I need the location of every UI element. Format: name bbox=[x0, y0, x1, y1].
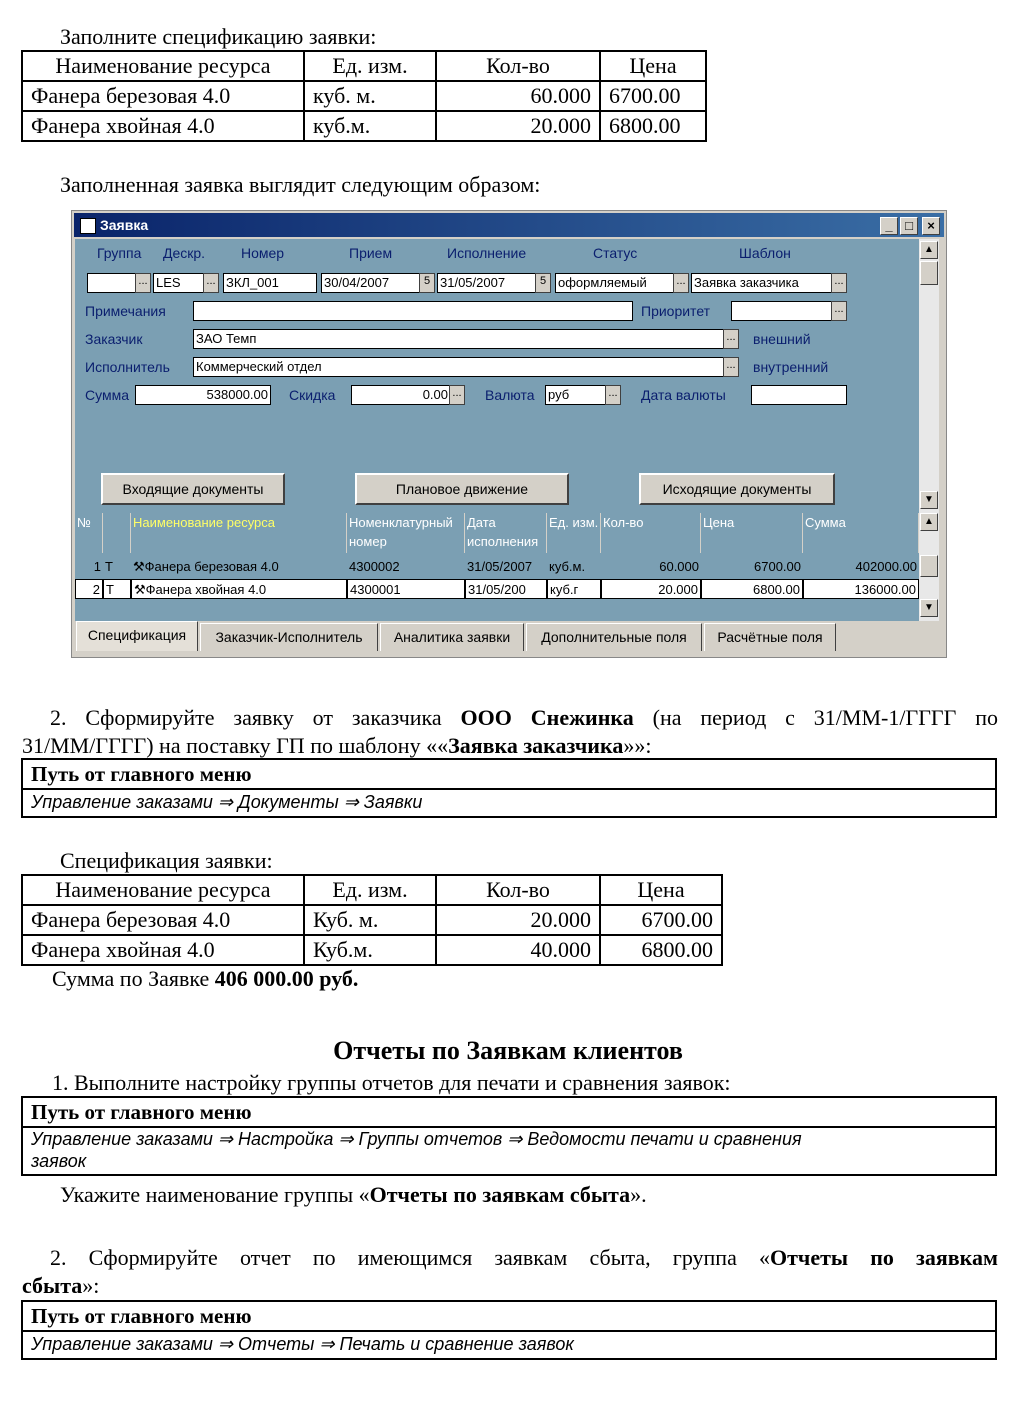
scroll-up-icon[interactable]: ▲ bbox=[920, 241, 938, 259]
step2-number: 2. bbox=[50, 705, 67, 730]
currency-field[interactable]: руб bbox=[545, 385, 607, 405]
row-date: 31/05/2007 bbox=[467, 559, 533, 574]
cell-price: 6800.00 bbox=[600, 935, 722, 965]
filled-caption: Заполненная заявка выглядит следующим образом: bbox=[60, 172, 541, 197]
tools-icon: ⚒ bbox=[133, 559, 145, 574]
label-priority: Приоритет bbox=[641, 303, 711, 319]
currency-date-field[interactable] bbox=[751, 385, 847, 405]
row-type: Т bbox=[105, 559, 113, 574]
customer-field[interactable]: ЗАО Темп bbox=[193, 329, 739, 349]
spec-table-2 bbox=[21, 874, 723, 966]
close-icon[interactable]: × bbox=[922, 217, 940, 235]
scroll-thumb[interactable] bbox=[920, 261, 938, 285]
row-qty[interactable]: 20.000 bbox=[601, 579, 701, 599]
grid-header-sum[interactable]: Сумма bbox=[803, 513, 919, 553]
maximize-icon[interactable]: □ bbox=[900, 217, 918, 235]
row-name: ⚒Фанера березовая 4.0 bbox=[133, 559, 279, 574]
header-unit: Ед. изм. bbox=[304, 51, 436, 81]
cell-unit: куб. м. bbox=[304, 81, 436, 111]
status-picker-button[interactable]: ... bbox=[673, 273, 689, 293]
planned-movement-button[interactable]: Плановое движение bbox=[355, 473, 569, 505]
internal-label: внутренний bbox=[753, 359, 829, 375]
grid-header-no: № bbox=[75, 513, 103, 553]
grid-scrollbar[interactable] bbox=[919, 511, 939, 621]
request-window bbox=[71, 210, 947, 658]
receipt-calendar-button[interactable]: 5 bbox=[419, 273, 435, 293]
row-type[interactable]: Т bbox=[103, 579, 131, 599]
cell-price: 6800.00 bbox=[600, 111, 706, 141]
step2-text-b: (на период с 31/ММ-1/ГГГГ по bbox=[633, 705, 999, 730]
grid-header-nomen[interactable]: Номенклатурный номер bbox=[347, 513, 465, 553]
tab-analytics[interactable]: Аналитика заявки bbox=[380, 623, 524, 651]
cell-price: 6700.00 bbox=[600, 81, 706, 111]
row-sum[interactable]: 136000.00 bbox=[803, 579, 919, 599]
cell-name: Фанера хвойная 4.0 bbox=[22, 111, 304, 141]
header-price: Цена bbox=[600, 51, 706, 81]
receipt-date-field[interactable]: 30/04/2007 bbox=[321, 273, 435, 293]
executor-field[interactable]: Коммерческий отдел bbox=[193, 357, 739, 377]
cell-name: Фанера хвойная 4.0 bbox=[22, 935, 304, 965]
path-text: Управление заказами ⇒ Документы ⇒ Заявки bbox=[31, 792, 423, 812]
execution-date-field[interactable]: 31/05/2007 bbox=[437, 273, 551, 293]
currency-picker-button[interactable]: ... bbox=[605, 385, 621, 405]
label-executor: Исполнитель bbox=[85, 359, 170, 375]
label-execution: Исполнение bbox=[447, 245, 527, 261]
total-value: 406 000.00 руб. bbox=[214, 966, 359, 991]
label-descr: Дескр. bbox=[163, 245, 206, 261]
group-picker-button[interactable]: ... bbox=[135, 273, 151, 293]
executor-picker-button[interactable]: ... bbox=[723, 357, 739, 377]
form-scrollbar[interactable] bbox=[919, 239, 939, 511]
grid-header-unit[interactable]: Ед. изм. bbox=[547, 513, 601, 553]
table-row bbox=[22, 905, 722, 935]
step2-customer: ООО Снежинка bbox=[460, 705, 634, 730]
table-row bbox=[22, 935, 722, 965]
total-line bbox=[52, 966, 358, 992]
label-template: Шаблон bbox=[739, 245, 791, 261]
cell-unit: Куб. м. bbox=[304, 905, 436, 935]
priority-picker-button[interactable]: ... bbox=[831, 301, 847, 321]
spec2-caption: Спецификация заявки: bbox=[60, 848, 273, 873]
tab-customer-executor[interactable]: Заказчик-Исполнитель bbox=[200, 623, 378, 651]
row-unit: куб.м. bbox=[549, 559, 586, 574]
label-status: Статус bbox=[593, 245, 638, 261]
step2-template: Заявка заказчика bbox=[448, 733, 624, 758]
group-name: Отчеты по заявкам сбыта bbox=[369, 1182, 631, 1207]
menu-path-box-2 bbox=[21, 1096, 997, 1176]
header-price: Цена bbox=[600, 875, 722, 905]
path-text: Управление заказами ⇒ Настройка ⇒ Группы отчетов ⇒ Ведомости печати и сравнения заявок bbox=[31, 1129, 802, 1171]
tab-additional-fields[interactable]: Дополнительные поля bbox=[526, 623, 702, 651]
step2-text-d: »»: bbox=[623, 733, 652, 758]
outgoing-documents-button[interactable]: Исходящие документы bbox=[639, 473, 835, 505]
tab-specification[interactable]: Спецификация bbox=[76, 621, 198, 651]
priority-field[interactable] bbox=[731, 301, 847, 321]
label-receipt: Прием bbox=[349, 245, 393, 261]
grid-header-name[interactable]: Наименование ресурса bbox=[131, 513, 347, 553]
row-price: 6700.00 bbox=[754, 559, 801, 574]
header-name: Наименование ресурса bbox=[22, 51, 304, 81]
table-row bbox=[22, 81, 706, 111]
sum-field[interactable]: 538000.00 bbox=[135, 385, 271, 405]
cell-qty: 60.000 bbox=[436, 81, 600, 111]
notes-field[interactable] bbox=[193, 301, 633, 321]
external-label: внешний bbox=[753, 331, 811, 347]
tab-calculated-fields[interactable]: Расчётные поля bbox=[704, 623, 836, 651]
row-no: 2 bbox=[75, 579, 103, 599]
label-customer: Заказчик bbox=[85, 331, 143, 347]
path-header: Путь от главного меню bbox=[23, 1302, 995, 1332]
window-title: Заявка bbox=[100, 217, 149, 233]
group-name-line: Укажите наименование группы «Отчеты по заявкам сбыта». bbox=[60, 1182, 647, 1207]
header-qty: Кол-во bbox=[436, 51, 600, 81]
cell-price: 6700.00 bbox=[600, 905, 722, 935]
row-date[interactable]: 31/05/200 bbox=[465, 579, 547, 599]
row-price[interactable]: 6800.00 bbox=[701, 579, 803, 599]
cell-unit: Куб.м. bbox=[304, 935, 436, 965]
cell-qty: 40.000 bbox=[436, 935, 600, 965]
table-row bbox=[22, 111, 706, 141]
row-no: 1 bbox=[93, 559, 101, 574]
menu-path-box-3 bbox=[21, 1300, 997, 1360]
label-discount: Скидка bbox=[289, 387, 336, 403]
cell-qty: 20.000 bbox=[436, 111, 600, 141]
header-name: Наименование ресурса bbox=[22, 875, 304, 905]
row-nomen[interactable]: 4300001 bbox=[347, 579, 465, 599]
incoming-documents-button[interactable]: Входящие документы bbox=[101, 473, 285, 505]
label-group: Группа bbox=[97, 245, 142, 261]
grid-header-type bbox=[103, 513, 131, 553]
step2-text-a: Сформируйте заявку от заказчика bbox=[85, 705, 461, 730]
scroll-down-icon[interactable]: ▼ bbox=[920, 491, 938, 509]
label-currency: Валюта bbox=[485, 387, 535, 403]
reports-step2: 2. Сформируйте отчет по имеющимся заявкам сбыта, группа «Отчеты по заявкам сбыта»: bbox=[22, 1245, 998, 1298]
step2-text-c: 31/ММ/ГГГГ) на поставку ГП по шаблону «« bbox=[22, 733, 449, 758]
window-icon bbox=[80, 218, 96, 234]
scroll-down-icon[interactable]: ▼ bbox=[920, 599, 938, 617]
grid-header-price[interactable]: Цена bbox=[701, 513, 803, 553]
template-picker-button[interactable]: ... bbox=[831, 273, 847, 293]
spec-table-1 bbox=[21, 50, 707, 142]
execution-calendar-button[interactable]: 5 bbox=[535, 273, 551, 293]
number-field[interactable]: ЗКЛ_001 bbox=[223, 273, 317, 293]
path-text: Управление заказами ⇒ Отчеты ⇒ Печать и сравнение заявок bbox=[31, 1334, 574, 1354]
reports-heading: Отчеты по Заявкам клиентов bbox=[333, 1036, 683, 1065]
minimize-icon[interactable]: _ bbox=[880, 217, 898, 235]
intro-text: Заполните спецификацию заявки: bbox=[60, 24, 377, 49]
spec-grid bbox=[75, 511, 919, 621]
window-titlebar bbox=[74, 213, 944, 237]
row-nomen: 4300002 bbox=[349, 559, 400, 574]
status-field[interactable]: оформляемый bbox=[555, 273, 689, 293]
label-number: Номер bbox=[241, 245, 285, 261]
header-qty: Кол-во bbox=[436, 875, 600, 905]
label-currency-date: Дата валюты bbox=[641, 387, 726, 403]
grid-header-date[interactable]: Дата исполнения bbox=[465, 513, 547, 553]
cell-unit: куб.м. bbox=[304, 111, 436, 141]
scroll-up-icon[interactable]: ▲ bbox=[920, 513, 938, 531]
header-form bbox=[75, 239, 919, 511]
scroll-thumb[interactable] bbox=[920, 555, 938, 577]
label-sum: Сумма bbox=[85, 387, 129, 403]
row-sum: 402000.00 bbox=[855, 559, 917, 574]
menu-path-box-1 bbox=[21, 758, 997, 818]
path-header: Путь от главного меню bbox=[23, 760, 995, 790]
path-header: Путь от главного меню bbox=[23, 1098, 995, 1128]
total-label: Сумма по Заявке bbox=[52, 966, 215, 991]
descr-picker-button[interactable]: ... bbox=[203, 273, 219, 293]
row-name[interactable]: ⚒Фанера хвойная 4.0 bbox=[131, 579, 347, 599]
row-unit[interactable]: куб.г bbox=[547, 579, 601, 599]
cell-qty: 20.000 bbox=[436, 905, 600, 935]
cell-name: Фанера березовая 4.0 bbox=[22, 905, 304, 935]
customer-picker-button[interactable]: ... bbox=[723, 329, 739, 349]
discount-field[interactable]: 0.00 bbox=[351, 385, 451, 405]
cell-name: Фанера березовая 4.0 bbox=[22, 81, 304, 111]
row-qty: 60.000 bbox=[659, 559, 699, 574]
tools-icon: ⚒ bbox=[134, 582, 146, 597]
discount-picker-button[interactable]: ... bbox=[449, 385, 465, 405]
grid-header-qty[interactable]: Кол-во bbox=[601, 513, 701, 553]
template-field[interactable]: Заявка заказчика bbox=[691, 273, 847, 293]
label-notes: Примечания bbox=[85, 303, 166, 319]
step2-paragraph bbox=[22, 704, 998, 760]
header-unit: Ед. изм. bbox=[304, 875, 436, 905]
descr-field[interactable]: LES bbox=[153, 273, 219, 293]
reports-step1: 1. Выполните настройку группы отчетов для печати и сравнения заявок: bbox=[52, 1070, 731, 1095]
